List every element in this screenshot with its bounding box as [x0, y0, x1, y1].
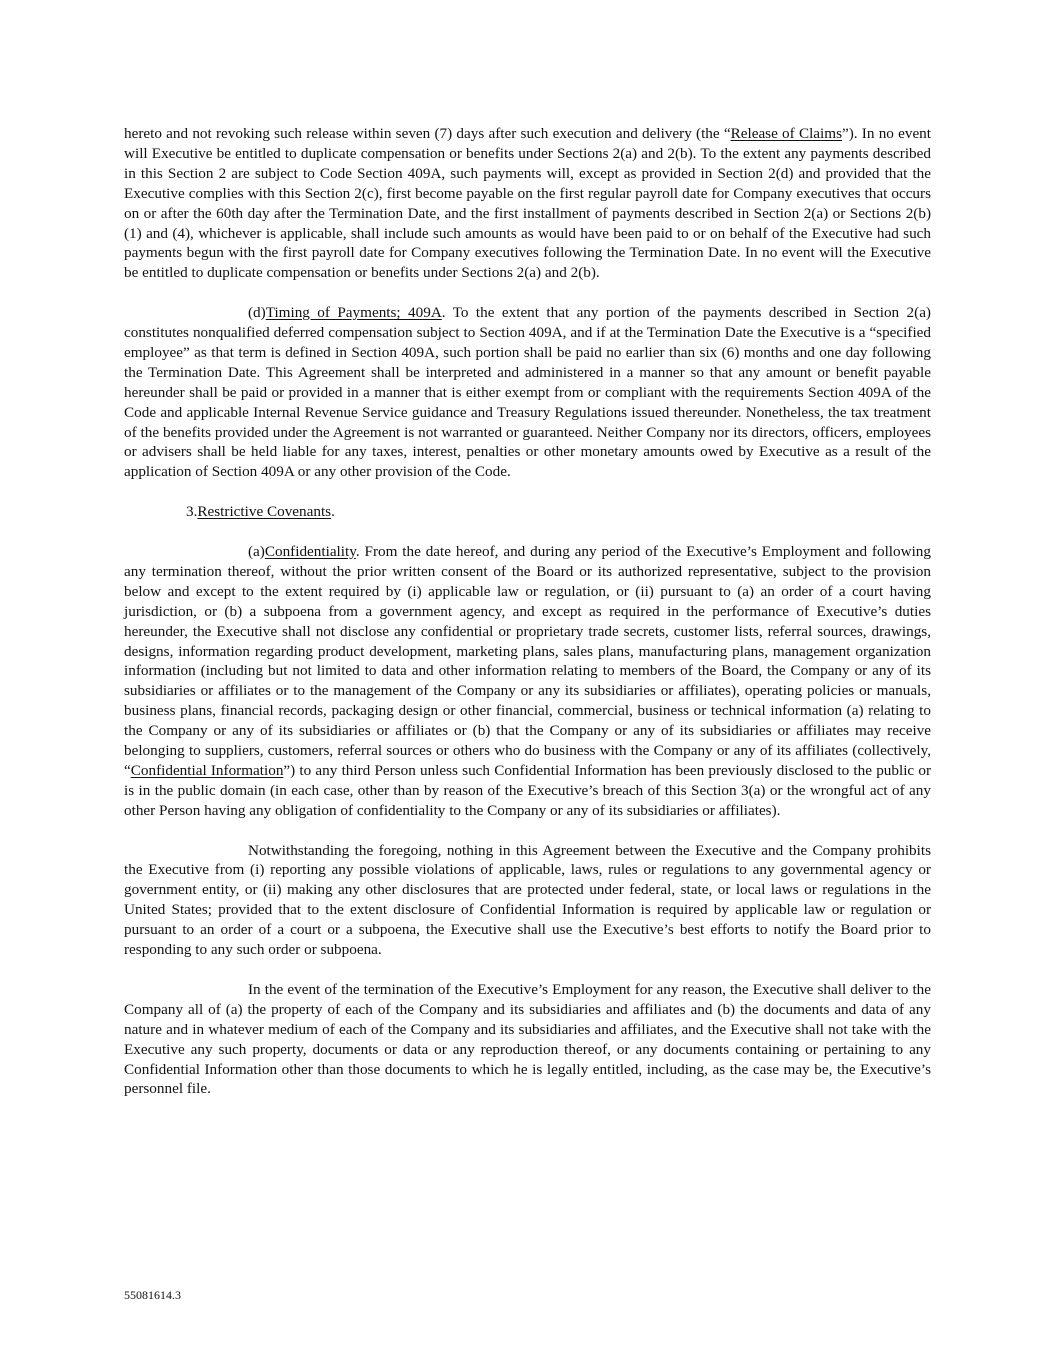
defined-term-confidential-information: Confidential Information [130, 761, 284, 779]
subsection-label: (d) [248, 304, 266, 322]
paragraph-text: ”) to any third Person unless such Confidential Information has been previously disclosed to the public or is in the public domain (in each case, other than by reason of the Executive’s breach of this Section 3(a) or the wrongful act of any other Person having any obligation of confidentiality to the Company or any of its subsidiaries or affiliates). [124, 761, 932, 819]
paragraph-termination-return-of-property: In the event of the termination of the Executive’s Employment for any reason, the Executive shall deliver to the Company all of (a) the property of each of the Company and its subsidiaries and affiliates and (b) the documents and data of any nature and in whatever medium of each of the Company and its subsidiaries and affiliates, and the Executive shall not take with the Executive any such property, documents or data or any reproduction thereof, or any documents containing or pertaining to any Confidential Information other than those documents to which he is legally entitled, including, as the case may be, the Executive’s personnel file. [124, 980, 931, 1098]
paragraph-text: ”). In no event will Executive be entitled to duplicate compensation or benefits under Sections 2(a) and 2(b). To the extent any payments described in this Section 2 are subject to Code Section 409A, such payments will, except as provided in Section 2(d) and provided that the Executive complies with this Section 2(c), first become payable on the first regular payroll date for Company executives that occurs on or after the 60th day after the Termination Date, and the first installment of payments described in Section 2(a) or Sections 2(b)(1) and (4), whichever is applicable, shall include such amounts as would have been paid to or on behalf of the Executive had such payments begun with the first payroll date for Company executives following the Termination Date. In no event will the Executive be entitled to duplicate compensation or benefits under Sections 2(a) and 2(b). [124, 125, 931, 282]
document-body [124, 124, 931, 1119]
section-number: 3. [186, 503, 198, 521]
paragraph-release-of-claims [124, 124, 931, 283]
subsection-heading-timing-of-payments: Timing of Payments; 409A [265, 304, 442, 322]
paragraph-confidentiality [124, 542, 931, 821]
subsection-label: (a) [248, 542, 265, 560]
paragraph-notwithstanding: Notwithstanding the foregoing, nothing in this Agreement between the Executive and the Company prohibits the Executive from (i) reporting any possible violations of applicable, laws, rules or regulations to any governmental agency or government entity, or (ii) making any other disclosures that are protected under federal, state, or local laws or regulations in the United States; provided that to the extent disclosure of Confidential Information is required by applicable law or regulation or pursuant to an order of a court or a subpoena, the Executive shall use the Executive’s best efforts to notify the Board prior to responding to any such order or subpoena. [124, 841, 931, 959]
defined-term-release-of-claims: Release of Claims [730, 125, 842, 142]
subsection-heading-confidentiality: Confidentiality [264, 542, 356, 560]
paragraph-timing-of-payments [124, 303, 931, 482]
paragraph-text: . From the date hereof, and during any period of the Executive’s Employment and following any termination thereof, without the prior written consent of the Board or its authorized representative, subject to the provision below and except to the extent required by (i) applicable law or regulation, or (ii) pursuant to (a) an order of a court having jurisdiction, or (b) a subpoena from a government agency, and except as required in the performance of Executive’s duties hereunder, the Executive shall not disclose any confidential or proprietary trade secrets, customer lists, referral sources, drawings, designs, information regarding product development, marketing plans, sales plans, manufacturing plans, management organization information (including but not limited to data and other information relating to members of the Board, the Company or any of its subsidiaries or affiliates or to the management of the Company or any its subsidiaries or affiliates), operating policies or manuals, business plans, financial records, packaging design or other financial, commercial, business or technical information (a) relating to the Company or any of its subsidiaries or affiliates or (b) that the Company or any of its subsidiaries or affiliates may receive belonging to suppliers, customers, referral sources or others who do business with the Company or any of its affiliates (collectively, “ [124, 542, 931, 779]
document-footer-id: 55081614.3 [124, 1288, 181, 1302]
paragraph-text: . To the extent that any portion of the payments described in Section 2(a) constitutes nonqualified deferred compensation subject to Section 409A, and if at the Termination Date the Executive is a “specified employee” as that term is defined in Section 409A, such portion shall be paid no earlier than six (6) months and one day following the Termination Date. This Agreement shall be interpreted and administered in a manner so that any amount or benefit payable hereunder shall be paid or provided in a manner that is either exempt from or compliant with the requirements Section 409A of the Code and applicable Internal Revenue Service guidance and Treasury Regulations issued thereunder. Nonetheless, the tax treatment of the benefits provided under the Agreement is not warranted or guaranteed. Neither Company nor its directors, officers, employees or advisers shall be held liable for any taxes, interest, penalties or other monetary amounts owed by Executive as a result of the application of Section 409A or any other provision of the Code. [124, 304, 931, 481]
section-title-period: . [331, 503, 335, 521]
section-title: Restrictive Covenants [197, 503, 332, 521]
section-heading-restrictive-covenants [124, 502, 931, 522]
paragraph-text: hereto and not revoking such release within seven (7) days after such execution and delivery (the “ [124, 125, 731, 142]
